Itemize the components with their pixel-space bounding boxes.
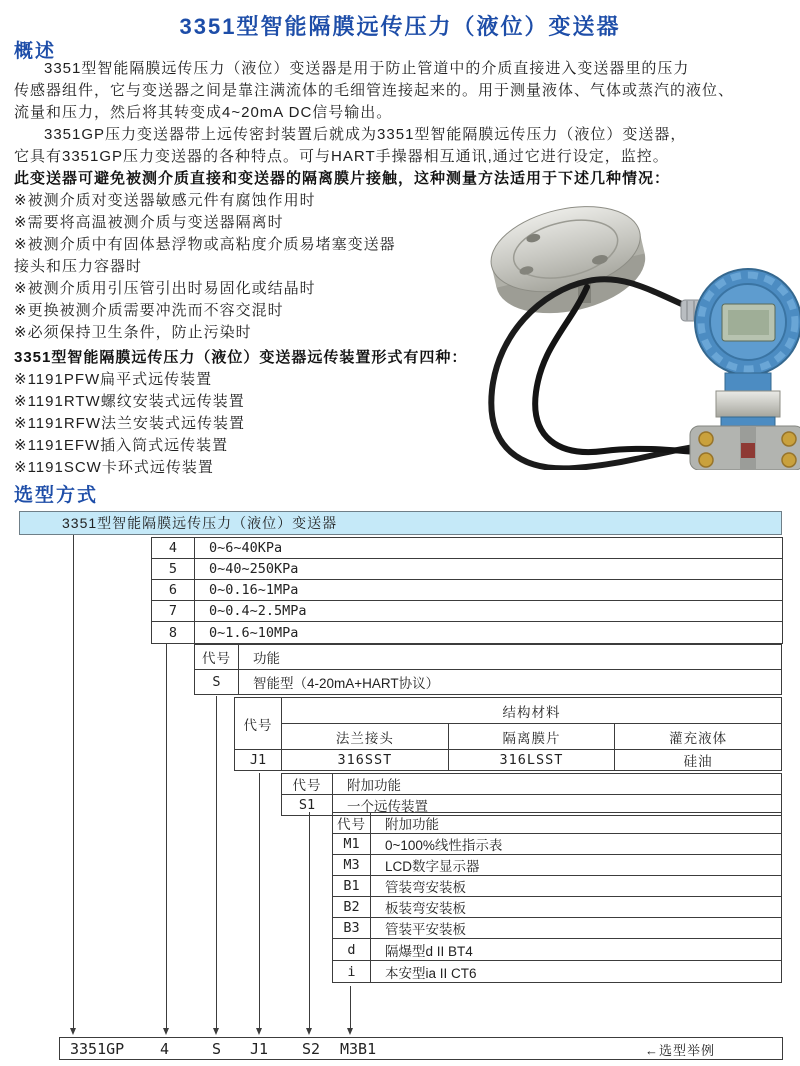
range-code: 8 [152,622,195,644]
condition-item: ※被测介质对变送器敏感元件有腐蚀作用时 [14,192,316,209]
condition-item: ※必须保持卫生条件，防止污染时 [14,324,252,341]
materials-table [234,697,782,771]
range-label: 0~0.4~2.5MPa [195,601,783,622]
table-row [282,774,782,795]
model-header-label: 3351型智能隔膜远传压力（液位）变送器 [62,515,338,531]
range-label: 0~0.16~1MPa [195,580,783,601]
connector-line-model [73,535,74,1028]
range-code: 7 [152,601,195,622]
addon2-label: 隔爆型d II BT4 [371,939,782,961]
materials-diaphragm-value: 316LSST [448,750,615,771]
table-row [235,698,782,724]
example-extra: M3B1 [340,1040,377,1058]
table-row [195,645,782,670]
example-model: 3351GP [70,1040,125,1058]
example-note: ←选型举例 [645,1043,716,1058]
connector-line-function [216,696,217,1028]
table-row [333,939,782,961]
materials-fill-value: 硅油 [615,750,782,771]
range-table [151,537,783,644]
addon2-table [332,812,782,983]
connector-line-range [166,643,167,1028]
model-header-box [19,511,782,535]
function-code: S [195,670,239,695]
paragraph-line: 3351GP压力变送器带上远传密封装置后就成为3351型智能隔膜远传压力（液位）变送器， [44,126,687,143]
example-addon: S2 [302,1040,321,1058]
range-label: 0~6~40KPa [195,538,783,559]
addon1-header: 附加功能 [333,774,782,795]
table-row [152,622,783,644]
table-row [152,538,783,559]
table-row [152,580,783,601]
page-title: 3351型智能隔膜远传压力（液位）变送器 [179,14,621,39]
addon2-code: d [333,939,371,961]
addon1-table [281,773,782,816]
materials-flange-value: 316SST [282,750,449,771]
table-row [333,918,782,939]
arrow-down-icon [163,1028,169,1035]
addon2-label: 0~100%线性指示表 [371,834,782,855]
condition-item: ※更换被测介质需要冲洗而不容交混时 [14,302,284,319]
arrow-down-icon [213,1028,219,1035]
addon2-header: 附加功能 [371,813,782,834]
paragraph-line: 流量和压力，然后将其转变成4~20mA DC信号输出。 [14,104,393,121]
paragraph-line: 传感器组件，它与变送器之间是靠注满流体的毛细管连接起来的。用于测量液体、气体或蒸汽的液位、 [14,82,735,99]
form-item: ※1191RTW螺纹安装式远传装置 [14,393,245,410]
condition-item: ※被测介质中有固体悬浮物或高粘度介质易堵塞变送器 [14,236,396,253]
table-row [152,559,783,580]
code-header: 代号 [195,645,239,670]
arrow-down-icon [256,1028,262,1035]
table-row [333,834,782,855]
range-label: 0~40~250KPa [195,559,783,580]
range-label: 0~1.6~10MPa [195,622,783,644]
materials-col-flange: 法兰接头 [282,724,449,750]
connector-line-addon2 [350,986,351,1028]
function-table [194,644,782,695]
table-row [235,750,782,771]
form-item: ※1191PFW扁平式远传装置 [14,371,213,388]
function-header: 功能 [239,645,782,670]
form-item: ※1191SCW卡环式远传装置 [14,459,214,476]
arrow-down-icon [70,1028,76,1035]
form-item: ※1191EFW插入筒式远传装置 [14,437,229,454]
table-row [333,876,782,897]
addon2-label: 板装弯安装板 [371,897,782,918]
condition-item: ※被测介质用引压管引出时易固化或结晶时 [14,280,316,297]
addon2-code: B3 [333,918,371,939]
range-code: 4 [152,538,195,559]
table-row [195,670,782,695]
table-row [235,724,782,750]
range-code: 6 [152,580,195,601]
conditions-intro: 此变送器可避免被测介质直接和变送器的隔离膜片接触，这种测量方法适用于下述几种情况： [14,170,671,187]
addon2-code: M3 [333,855,371,876]
example-box [59,1037,783,1060]
materials-code: J1 [235,750,282,771]
selection-heading: 选型方式 [14,485,99,506]
addon1-label: 一个远传装置 [333,795,782,816]
addon2-code: B2 [333,897,371,918]
example-range: 4 [160,1040,170,1058]
example-material: J1 [250,1040,269,1058]
materials-group-header: 结构材料 [282,698,782,724]
form-item: ※1191RFW法兰安装式远传装置 [14,415,245,432]
connector-line-material [259,773,260,1028]
connector-line-addon1 [309,812,310,1028]
paragraph-line: 3351型智能隔膜远传压力（液位）变送器是用于防止管道中的介质直接进入变送器里的压力 [44,60,690,77]
function-label: 智能型（4-20mA+HART协议） [239,670,782,695]
addon2-label: LCD数字显示器 [371,855,782,876]
addon2-label: 管装平安装板 [371,918,782,939]
table-row [333,961,782,983]
product-photo [420,185,800,470]
table-row [333,897,782,918]
arrow-down-icon [347,1028,353,1035]
range-code: 5 [152,559,195,580]
materials-col-fill: 灌充液体 [615,724,782,750]
table-row [152,601,783,622]
addon2-label: 管装弯安装板 [371,876,782,897]
addon2-code: i [333,961,371,983]
table-row [333,813,782,834]
addon1-code: S1 [282,795,333,816]
overview-heading: 概述 [14,41,57,62]
condition-item: 接头和压力容器时 [14,258,143,275]
condition-item: ※需要将高温被测介质与变送器隔离时 [14,214,284,231]
code-header: 代号 [235,698,282,750]
addon2-code: M1 [333,834,371,855]
transmitter-body [681,269,800,470]
flange-disc [483,193,654,327]
paragraph-line: 它具有3351GP压力变送器的各种特点。可与HART手操器相互通讯,通过它进行设定，监控。 [14,148,669,165]
forms-intro: 3351型智能隔膜远传压力（液位）变送器远传装置形式有四种： [14,349,468,366]
materials-col-diaphragm: 隔离膜片 [448,724,615,750]
addon2-label: 本安型ia II CT6 [371,961,782,983]
table-row [333,855,782,876]
code-header: 代号 [282,774,333,795]
example-function: S [212,1040,222,1058]
arrow-down-icon [306,1028,312,1035]
code-header: 代号 [333,813,371,834]
addon2-code: B1 [333,876,371,897]
